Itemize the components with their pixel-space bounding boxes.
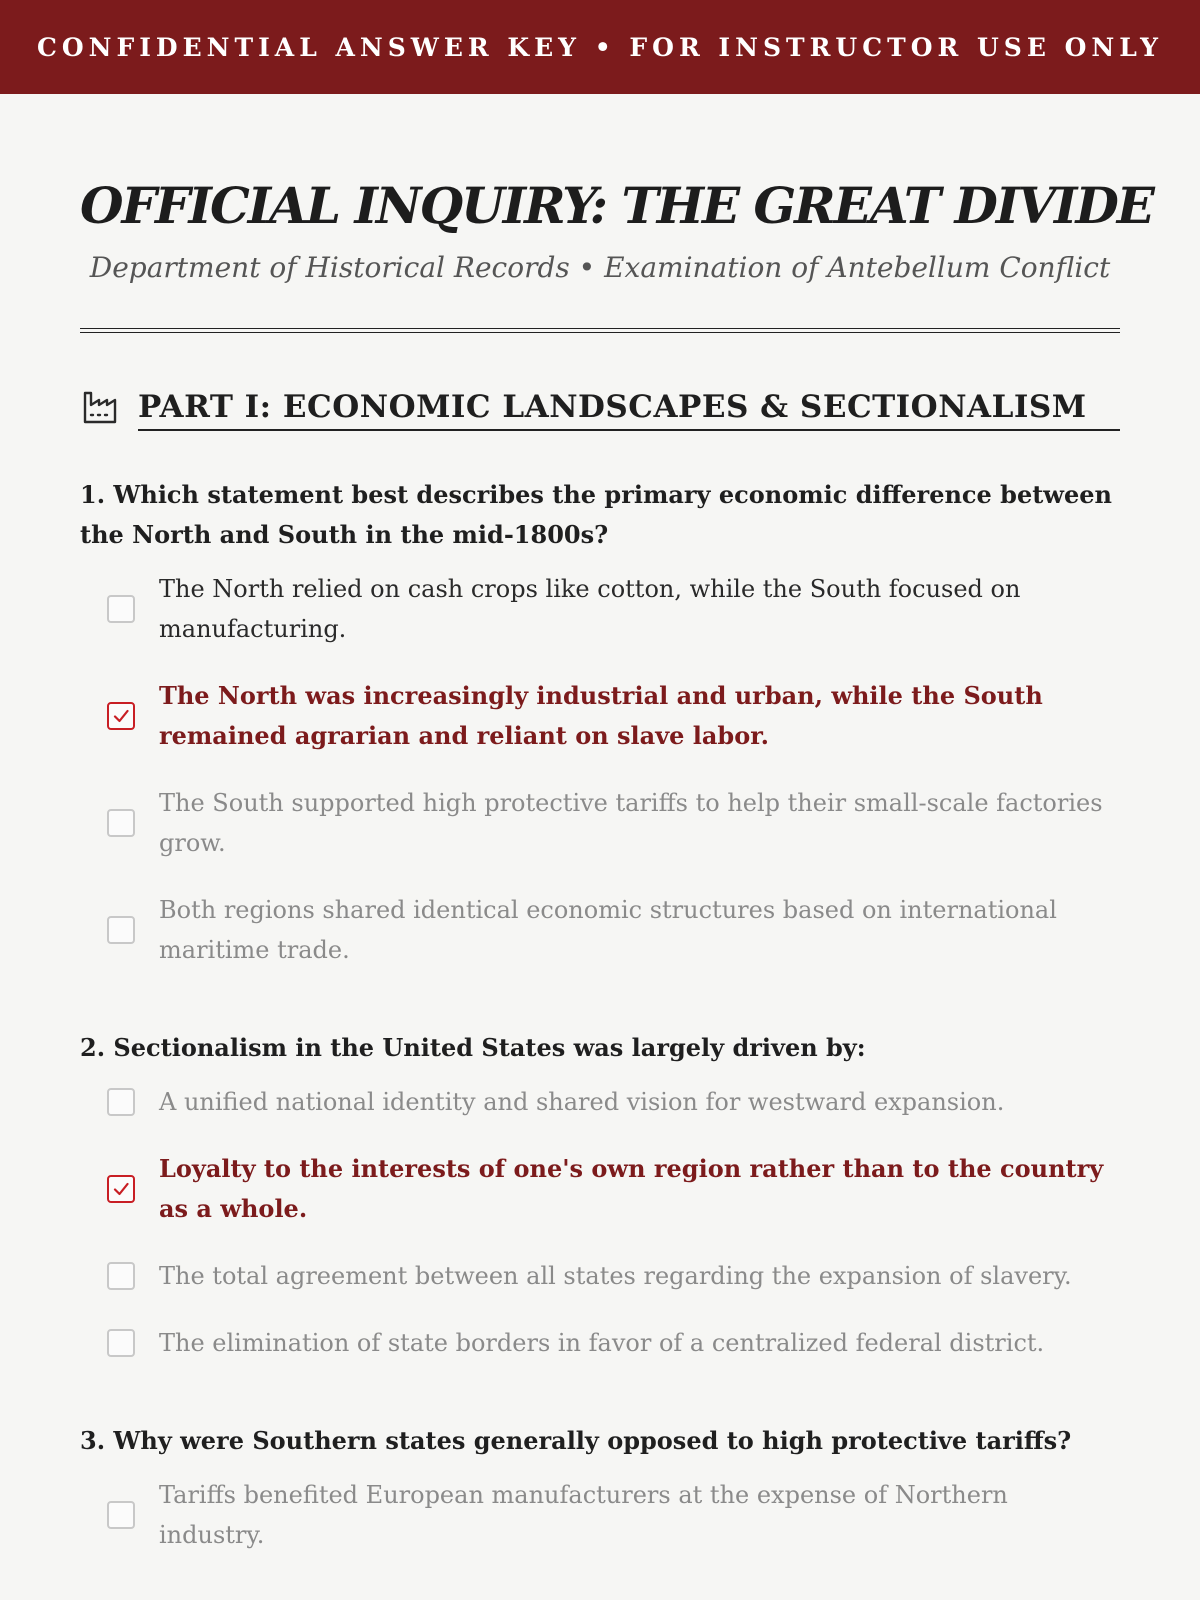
- checkbox[interactable]: [107, 809, 135, 837]
- section-heading: [80, 387, 1120, 431]
- checkmark-icon: [111, 706, 131, 726]
- question-1: [80, 475, 1120, 970]
- option-text: The total agreement between all states regarding the expansion of slavery.: [159, 1262, 1072, 1290]
- answer-option[interactable]: [80, 1475, 1120, 1555]
- confidential-banner: [0, 0, 1200, 94]
- answer-option[interactable]: [80, 890, 1120, 970]
- answer-option[interactable]: [80, 783, 1120, 863]
- banner-text: CONFIDENTIAL ANSWER KEY • FOR INSTRUCTOR USE ONLY: [36, 32, 1164, 62]
- checkmark-icon: [111, 1179, 131, 1199]
- page-subtitle: Department of Historical Records • Examination of Antebellum Conflict: [89, 251, 1111, 284]
- question-3: [80, 1421, 1120, 1555]
- checkbox[interactable]: [107, 1088, 135, 1116]
- factory-icon: [80, 387, 120, 427]
- title-divider: [80, 328, 1120, 333]
- answer-option[interactable]: [80, 1256, 1120, 1296]
- option-text: Both regions shared identical economic structures based on international maritime trade.: [159, 896, 1057, 964]
- question-text: 1. Which statement best describes the primary economic difference between the North and South in the mid-1800s?: [80, 480, 1112, 549]
- checkbox[interactable]: [107, 1329, 135, 1357]
- question-list: [80, 475, 1120, 1555]
- option-text: Tariffs benefited European manufacturers at the expense of Northern industry.: [159, 1481, 1008, 1549]
- answer-option[interactable]: [80, 569, 1120, 649]
- section-title: PART I: ECONOMIC LANDSCAPES & SECTIONALISM: [138, 389, 1120, 431]
- option-text: Loyalty to the interests of one's own region rather than to the country as a whole.: [159, 1154, 1104, 1223]
- answer-option[interactable]: [80, 1149, 1120, 1229]
- answer-key-page: [0, 178, 1200, 1555]
- question-text: 2. Sectionalism in the United States was largely driven by:: [80, 1033, 866, 1062]
- page-title: OFFICIAL INQUIRY: THE GREAT DIVIDE: [80, 176, 1153, 235]
- checkbox[interactable]: [107, 595, 135, 623]
- checkbox-checked[interactable]: [107, 1175, 135, 1203]
- answer-option[interactable]: [80, 676, 1120, 756]
- option-text: The North was increasingly industrial and urban, while the South remained agrarian and reliant on slave labor.: [159, 681, 1043, 750]
- checkbox[interactable]: [107, 1501, 135, 1529]
- checkbox-checked[interactable]: [107, 702, 135, 730]
- option-text: The North relied on cash crops like cotton, while the South focused on manufacturing.: [159, 575, 1021, 643]
- checkbox[interactable]: [107, 1262, 135, 1290]
- option-text: A unified national identity and shared vision for westward expansion.: [159, 1088, 1005, 1116]
- answer-option[interactable]: [80, 1323, 1120, 1363]
- question-2: [80, 1028, 1120, 1363]
- option-text: The South supported high protective tariffs to help their small-scale factories grow.: [159, 789, 1103, 857]
- answer-option[interactable]: [80, 1082, 1120, 1122]
- option-text: The elimination of state borders in favor of a centralized federal district.: [159, 1329, 1045, 1357]
- question-text: 3. Why were Southern states generally opposed to high protective tariffs?: [80, 1426, 1072, 1455]
- checkbox[interactable]: [107, 916, 135, 944]
